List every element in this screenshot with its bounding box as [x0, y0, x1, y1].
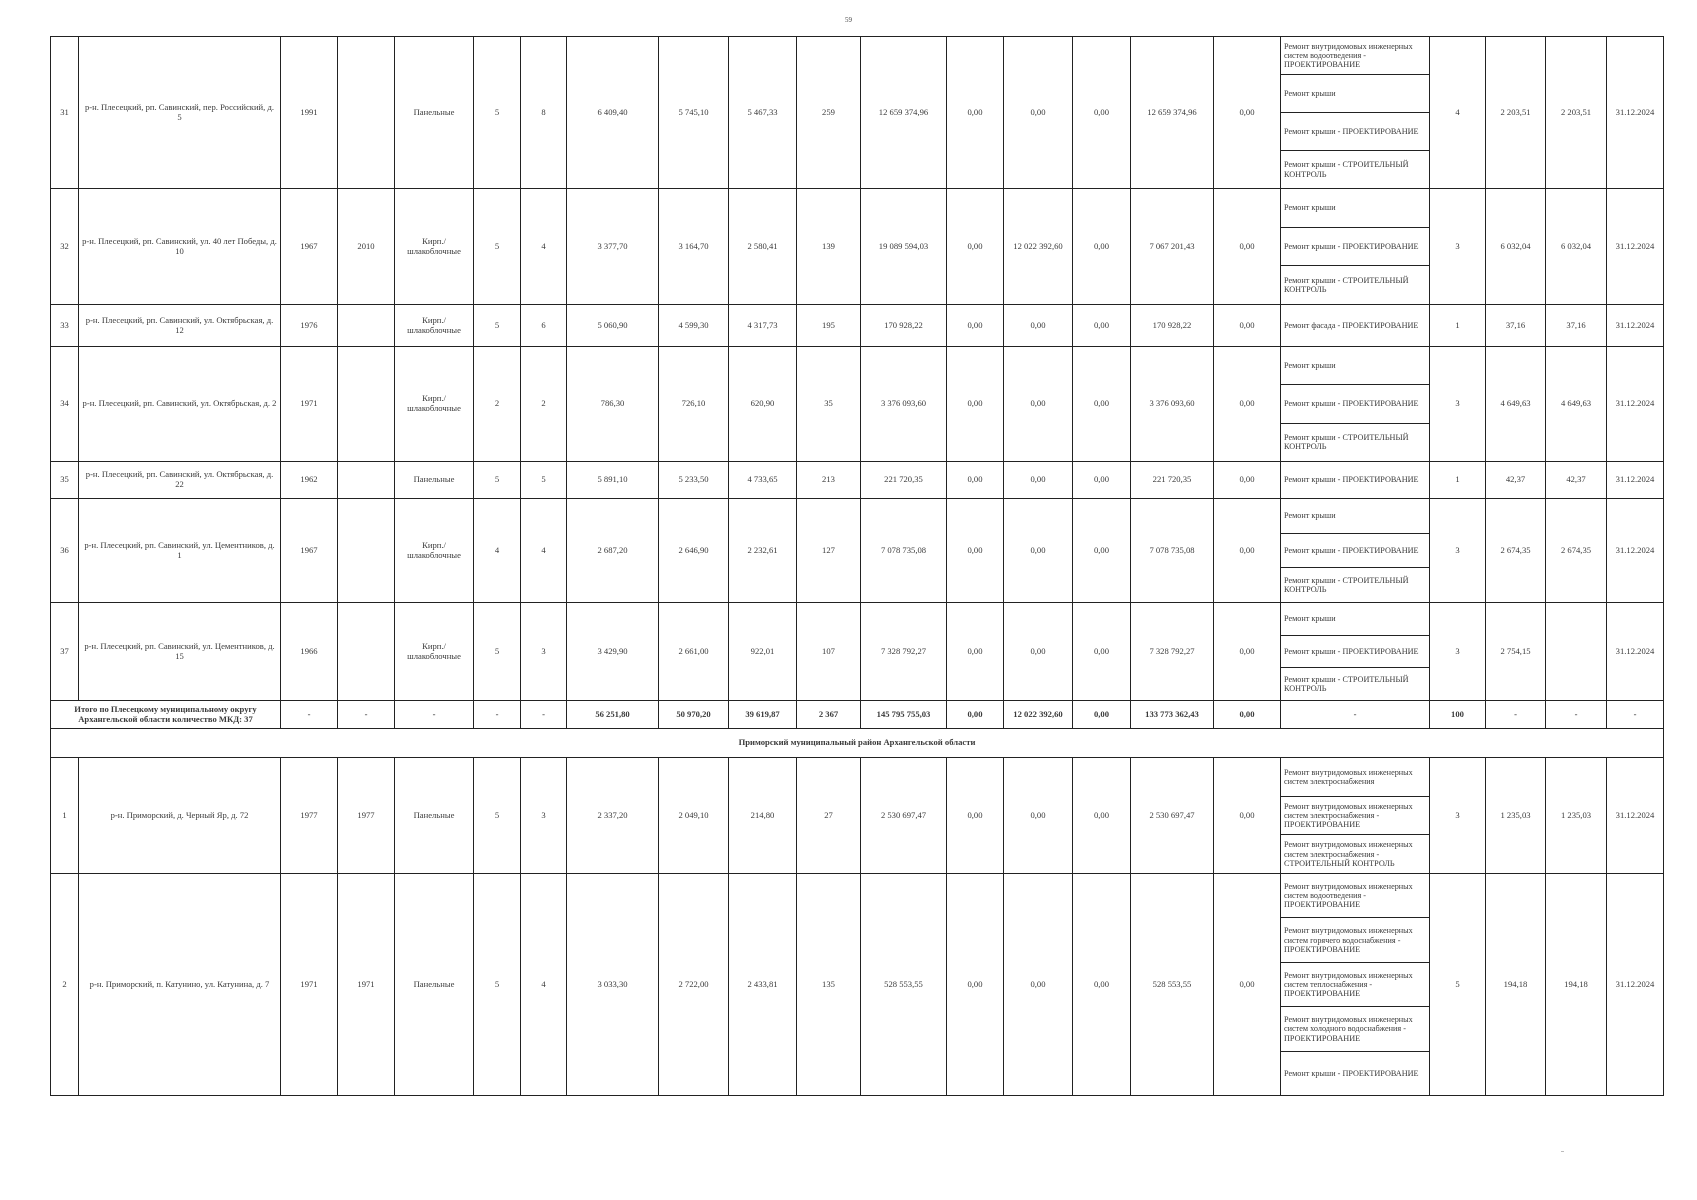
total-dash-cell: -: [474, 701, 521, 729]
year-renovated-cell: 1971: [338, 874, 395, 1096]
unit-cost-cell: 37,16: [1486, 305, 1546, 347]
work-item: Ремонт внутридомовых инженерных систем водоотведения - ПРОЕКТИРОВАНИЕ: [1284, 41, 1413, 70]
residents-cell: 195: [797, 305, 861, 347]
works-count-cell: 3: [1430, 347, 1486, 462]
funding-cell: 0,00: [1214, 37, 1281, 189]
total-cost-cell: 3 376 093,60: [861, 347, 947, 462]
total-value-cell: 145 795 755,03: [861, 701, 947, 729]
works-list: [1281, 603, 1429, 700]
page-number: 59: [845, 16, 852, 24]
total-value-cell: 50 970,20: [659, 701, 729, 729]
total-cost-cell: 170 928,22: [861, 305, 947, 347]
total-area-cell: 3 377,70: [567, 189, 659, 305]
limit-cost-cell: 4 649,63: [1546, 347, 1607, 462]
premises-area-cell: 2 722,00: [659, 874, 729, 1096]
address-cell: р-н. Плесецкий, рп. Савинский, ул. Октябрьская, д. 22: [79, 462, 281, 499]
year-built-cell: 1971: [281, 347, 338, 462]
floors-cell: 5: [474, 462, 521, 499]
residential-area-cell: 4 317,73: [729, 305, 797, 347]
completion-date-cell: 31.12.2024: [1607, 499, 1664, 603]
residential-area-cell: 4 733,65: [729, 462, 797, 499]
work-item: Ремонт крыши - ПРОЕКТИРОВАНИЕ: [1281, 384, 1429, 422]
completion-date-cell: 31.12.2024: [1607, 347, 1664, 462]
entrances-cell: 4: [521, 874, 567, 1096]
works-count-cell: 1: [1430, 462, 1486, 499]
work-item: Ремонт крыши - СТРОИТЕЛЬНЫЙ КОНТРОЛЬ: [1281, 567, 1429, 602]
funding-cell: 0,00: [1214, 189, 1281, 305]
address-cell: р-н. Плесецкий, рп. Савинский, ул. Цементников, д. 15: [79, 603, 281, 701]
floors-cell: 5: [474, 758, 521, 874]
funding-cell: 528 553,55: [1131, 874, 1214, 1096]
year-renovated-cell: [338, 347, 395, 462]
unit-cost-cell: 6 032,04: [1486, 189, 1546, 305]
funding-cell: 0,00: [1214, 347, 1281, 462]
total-area-cell: 786,30: [567, 347, 659, 462]
wall-material-cell: Кирп./шлакоблочные: [395, 603, 474, 701]
total-cost-cell: 7 078 735,08: [861, 499, 947, 603]
table-row: [51, 189, 1664, 305]
funding-cell: 0,00: [1073, 499, 1131, 603]
section-title: Приморский муниципальный район Архангельской области: [51, 729, 1664, 758]
floors-cell: 5: [474, 37, 521, 189]
funding-cell: 0,00: [1214, 758, 1281, 874]
funding-cell: 12 022 392,60: [1004, 189, 1073, 305]
work-item: Ремонт крыши - СТРОИТЕЛЬНЫЙ КОНТРОЛЬ: [1281, 150, 1429, 188]
work-item: Ремонт крыши - ПРОЕКТИРОВАНИЕ: [1284, 475, 1419, 485]
total-value-cell: 0,00: [1073, 701, 1131, 729]
work-item: Ремонт крыши - СТРОИТЕЛЬНЫЙ КОНТРОЛЬ: [1281, 423, 1429, 461]
wall-material-cell: Панельные: [395, 462, 474, 499]
work-item: Ремонт крыши: [1284, 361, 1336, 371]
funding-cell: 0,00: [1073, 603, 1131, 701]
wall-material-cell: Панельные: [395, 37, 474, 189]
residential-area-cell: 2 433,81: [729, 874, 797, 1096]
total-value-cell: 100: [1430, 701, 1486, 729]
floors-cell: 5: [474, 874, 521, 1096]
works-list: [1281, 874, 1429, 1095]
floors-cell: 4: [474, 499, 521, 603]
total-dash-cell: -: [281, 701, 338, 729]
table-row: [51, 499, 1664, 603]
works-count-cell: 5: [1430, 874, 1486, 1096]
funding-cell: 12 659 374,96: [1131, 37, 1214, 189]
funding-cell: 0,00: [1004, 462, 1073, 499]
works-list-cell: [1281, 462, 1430, 499]
funding-cell: 0,00: [947, 189, 1004, 305]
total-area-cell: 5 891,10: [567, 462, 659, 499]
funding-cell: 0,00: [947, 758, 1004, 874]
limit-cost-cell: 194,18: [1546, 874, 1607, 1096]
residential-area-cell: 5 467,33: [729, 37, 797, 189]
work-item: Ремонт крыши - ПРОЕКТИРОВАНИЕ: [1281, 112, 1429, 150]
residential-area-cell: 922,01: [729, 603, 797, 701]
work-item: Ремонт крыши - ПРОЕКТИРОВАНИЕ: [1281, 635, 1429, 668]
funding-cell: 0,00: [947, 499, 1004, 603]
year-renovated-cell: 1977: [338, 758, 395, 874]
residential-area-cell: 2 580,41: [729, 189, 797, 305]
total-area-cell: 5 060,90: [567, 305, 659, 347]
floors-cell: 5: [474, 603, 521, 701]
funding-cell: 0,00: [1073, 189, 1131, 305]
row-number: 37: [51, 603, 79, 701]
funding-cell: 0,00: [1004, 874, 1073, 1096]
work-item: Ремонт крыши: [1284, 511, 1336, 521]
limit-cost-cell: [1546, 603, 1607, 701]
total-label: Итого по Плесецкому муниципальному округу Архангельской области количество МКД: 37: [51, 701, 281, 729]
year-renovated-cell: [338, 499, 395, 603]
wall-material-cell: Панельные: [395, 758, 474, 874]
work-item: Ремонт крыши - СТРОИТЕЛЬНЫЙ КОНТРОЛЬ: [1281, 265, 1429, 304]
table-row: [51, 874, 1664, 1096]
work-item: Ремонт внутридомовых инженерных систем теплоснабжения - ПРОЕКТИРОВАНИЕ: [1281, 962, 1429, 1006]
works-list-cell: [1281, 499, 1430, 603]
table-row: [51, 758, 1664, 874]
funding-cell: 0,00: [1004, 305, 1073, 347]
funding-cell: 7 328 792,27: [1131, 603, 1214, 701]
works-list-cell: [1281, 874, 1430, 1096]
limit-cost-cell: 6 032,04: [1546, 189, 1607, 305]
year-built-cell: 1967: [281, 499, 338, 603]
wall-material-cell: Кирп./шлакоблочные: [395, 347, 474, 462]
funding-cell: 221 720,35: [1131, 462, 1214, 499]
work-item: Ремонт крыши - СТРОИТЕЛЬНЫЙ КОНТРОЛЬ: [1281, 667, 1429, 700]
works-count-cell: 3: [1430, 758, 1486, 874]
total-dash-cell: -: [395, 701, 474, 729]
limit-cost-cell: 42,37: [1546, 462, 1607, 499]
row-number: 32: [51, 189, 79, 305]
total-dash-cell: -: [338, 701, 395, 729]
row-number: 34: [51, 347, 79, 462]
year-built-cell: 1976: [281, 305, 338, 347]
total-cost-cell: 528 553,55: [861, 874, 947, 1096]
work-item: Ремонт внутридомовых инженерных систем электроснабжения - ПРОЕКТИРОВАНИЕ: [1281, 796, 1429, 835]
funding-cell: 0,00: [1214, 305, 1281, 347]
total-cost-cell: 2 530 697,47: [861, 758, 947, 874]
work-item: Ремонт крыши: [1284, 614, 1336, 624]
residents-cell: 107: [797, 603, 861, 701]
table-row: [51, 347, 1664, 462]
work-item: Ремонт крыши - ПРОЕКТИРОВАНИЕ: [1281, 1051, 1429, 1095]
funding-cell: 7 078 735,08: [1131, 499, 1214, 603]
works-list: [1281, 189, 1429, 304]
entrances-cell: 5: [521, 462, 567, 499]
wall-material-cell: Кирп./шлакоблочные: [395, 499, 474, 603]
completion-date-cell: 31.12.2024: [1607, 758, 1664, 874]
funding-cell: 0,00: [947, 462, 1004, 499]
row-number: 2: [51, 874, 79, 1096]
works-count-cell: 1: [1430, 305, 1486, 347]
total-value-cell: 56 251,80: [567, 701, 659, 729]
total-area-cell: 3 429,90: [567, 603, 659, 701]
works-list-cell: [1281, 305, 1430, 347]
residential-area-cell: 2 232,61: [729, 499, 797, 603]
year-built-cell: 1967: [281, 189, 338, 305]
limit-cost-cell: 2 203,51: [1546, 37, 1607, 189]
unit-cost-cell: 2 674,35: [1486, 499, 1546, 603]
unit-cost-cell: 194,18: [1486, 874, 1546, 1096]
year-renovated-cell: [338, 603, 395, 701]
funding-cell: 0,00: [1004, 347, 1073, 462]
funding-cell: 0,00: [1004, 603, 1073, 701]
premises-area-cell: 726,10: [659, 347, 729, 462]
total-cost-cell: 19 089 594,03: [861, 189, 947, 305]
funding-cell: 0,00: [947, 37, 1004, 189]
year-renovated-cell: [338, 305, 395, 347]
unit-cost-cell: 2 203,51: [1486, 37, 1546, 189]
premises-area-cell: 4 599,30: [659, 305, 729, 347]
funding-cell: 0,00: [1073, 462, 1131, 499]
funding-cell: 0,00: [1214, 874, 1281, 1096]
total-area-cell: 2 687,20: [567, 499, 659, 603]
work-item: Ремонт крыши - ПРОЕКТИРОВАНИЕ: [1281, 533, 1429, 568]
entrances-cell: 3: [521, 758, 567, 874]
premises-area-cell: 5 233,50: [659, 462, 729, 499]
scan-speck: [1561, 1151, 1564, 1152]
funding-cell: 0,00: [1073, 874, 1131, 1096]
funding-cell: 0,00: [1073, 305, 1131, 347]
wall-material-cell: Панельные: [395, 874, 474, 1096]
row-number: 35: [51, 462, 79, 499]
residents-cell: 213: [797, 462, 861, 499]
row-number: 33: [51, 305, 79, 347]
capital-repair-table: [50, 36, 1664, 1096]
total-value-cell: 0,00: [1214, 701, 1281, 729]
works-list-cell: [1281, 37, 1430, 189]
funding-cell: 2 530 697,47: [1131, 758, 1214, 874]
funding-cell: 0,00: [1073, 347, 1131, 462]
residents-cell: 27: [797, 758, 861, 874]
floors-cell: 2: [474, 347, 521, 462]
residents-cell: 139: [797, 189, 861, 305]
table-row: [51, 37, 1664, 189]
works-list-cell: [1281, 189, 1430, 305]
wall-material-cell: Кирп./шлакоблочные: [395, 189, 474, 305]
wall-material-cell: Кирп./шлакоблочные: [395, 305, 474, 347]
table-row: [51, 462, 1664, 499]
residential-area-cell: 214,80: [729, 758, 797, 874]
entrances-cell: 8: [521, 37, 567, 189]
section-heading-row: [51, 729, 1664, 758]
works-list-cell: [1281, 758, 1430, 874]
unit-cost-cell: 42,37: [1486, 462, 1546, 499]
funding-cell: 0,00: [1004, 499, 1073, 603]
funding-cell: 0,00: [947, 305, 1004, 347]
floors-cell: 5: [474, 305, 521, 347]
works-list: [1281, 758, 1429, 873]
year-renovated-cell: [338, 462, 395, 499]
table-row: [51, 603, 1664, 701]
completion-date-cell: 31.12.2024: [1607, 874, 1664, 1096]
residents-cell: 259: [797, 37, 861, 189]
work-item: Ремонт крыши - ПРОЕКТИРОВАНИЕ: [1281, 227, 1429, 266]
works-list: [1281, 37, 1429, 188]
unit-cost-cell: 2 754,15: [1486, 603, 1546, 701]
completion-date-cell: 31.12.2024: [1607, 37, 1664, 189]
funding-cell: 0,00: [1004, 37, 1073, 189]
work-item: Ремонт крыши: [1281, 74, 1429, 112]
completion-date-cell: 31.12.2024: [1607, 462, 1664, 499]
funding-cell: 0,00: [1073, 758, 1131, 874]
work-item: Ремонт крыши: [1284, 203, 1336, 213]
year-built-cell: 1977: [281, 758, 338, 874]
address-cell: р-н. Приморский, д. Черный Яр, д. 72: [79, 758, 281, 874]
entrances-cell: 4: [521, 499, 567, 603]
floors-cell: 5: [474, 189, 521, 305]
funding-cell: 0,00: [1004, 758, 1073, 874]
premises-area-cell: 2 049,10: [659, 758, 729, 874]
row-number: 1: [51, 758, 79, 874]
total-value-cell: 0,00: [947, 701, 1004, 729]
residents-cell: 135: [797, 874, 861, 1096]
address-cell: р-н. Плесецкий, рп. Савинский, ул. Октябрьская, д. 12: [79, 305, 281, 347]
premises-area-cell: 2 661,00: [659, 603, 729, 701]
total-dash-cell: -: [521, 701, 567, 729]
works-list-cell: [1281, 603, 1430, 701]
residents-cell: 127: [797, 499, 861, 603]
funding-cell: 0,00: [1214, 462, 1281, 499]
entrances-cell: 3: [521, 603, 567, 701]
completion-date-cell: 31.12.2024: [1607, 189, 1664, 305]
residents-cell: 35: [797, 347, 861, 462]
total-value-cell: -: [1281, 701, 1430, 729]
funding-cell: 0,00: [1214, 603, 1281, 701]
total-cost-cell: 12 659 374,96: [861, 37, 947, 189]
address-cell: р-н. Плесецкий, рп. Савинский, ул. 40 лет Победы, д. 10: [79, 189, 281, 305]
row-number: 31: [51, 37, 79, 189]
works-list: [1281, 305, 1429, 346]
works-list-cell: [1281, 347, 1430, 462]
funding-cell: 0,00: [947, 874, 1004, 1096]
work-item: Ремонт внутридомовых инженерных систем электроснабжения - СТРОИТЕЛЬНЫЙ КОНТРОЛЬ: [1281, 834, 1429, 873]
address-cell: р-н. Плесецкий, рп. Савинский, ул. Цементников, д. 1: [79, 499, 281, 603]
address-cell: р-н. Плесецкий, рп. Савинский, пер. Российский, д. 5: [79, 37, 281, 189]
work-item: Ремонт внутридомовых инженерных систем электроснабжения: [1284, 767, 1413, 786]
year-built-cell: 1991: [281, 37, 338, 189]
total-area-cell: 2 337,20: [567, 758, 659, 874]
limit-cost-cell: 37,16: [1546, 305, 1607, 347]
year-renovated-cell: [338, 37, 395, 189]
year-built-cell: 1962: [281, 462, 338, 499]
premises-area-cell: 5 745,10: [659, 37, 729, 189]
works-list: [1281, 347, 1429, 461]
total-row: [51, 701, 1664, 729]
limit-cost-cell: 2 674,35: [1546, 499, 1607, 603]
works-list: [1281, 462, 1429, 498]
limit-cost-cell: 1 235,03: [1546, 758, 1607, 874]
works-list: [1281, 499, 1429, 602]
total-value-cell: 2 367: [797, 701, 861, 729]
entrances-cell: 6: [521, 305, 567, 347]
funding-cell: 3 376 093,60: [1131, 347, 1214, 462]
total-value-cell: -: [1546, 701, 1607, 729]
total-area-cell: 6 409,40: [567, 37, 659, 189]
total-value-cell: -: [1607, 701, 1664, 729]
row-number: 36: [51, 499, 79, 603]
year-renovated-cell: 2010: [338, 189, 395, 305]
funding-cell: 0,00: [947, 347, 1004, 462]
year-built-cell: 1971: [281, 874, 338, 1096]
total-value-cell: 12 022 392,60: [1004, 701, 1073, 729]
works-count-cell: 3: [1430, 499, 1486, 603]
work-item: Ремонт фасада - ПРОЕКТИРОВАНИЕ: [1284, 320, 1419, 330]
funding-cell: 170 928,22: [1131, 305, 1214, 347]
total-cost-cell: 7 328 792,27: [861, 603, 947, 701]
total-value-cell: 133 773 362,43: [1131, 701, 1214, 729]
total-value-cell: 39 619,87: [729, 701, 797, 729]
total-value-cell: -: [1486, 701, 1546, 729]
work-item: Ремонт внутридомовых инженерных систем горячего водоснабжения - ПРОЕКТИРОВАНИЕ: [1281, 917, 1429, 961]
funding-cell: 0,00: [1214, 499, 1281, 603]
completion-date-cell: 31.12.2024: [1607, 305, 1664, 347]
entrances-cell: 4: [521, 189, 567, 305]
total-area-cell: 3 033,30: [567, 874, 659, 1096]
works-count-cell: 3: [1430, 189, 1486, 305]
funding-cell: 7 067 201,43: [1131, 189, 1214, 305]
address-cell: р-н. Приморский, п. Катунино, ул. Катунина, д. 7: [79, 874, 281, 1096]
address-cell: р-н. Плесецкий, рп. Савинский, ул. Октябрьская, д. 2: [79, 347, 281, 462]
work-item: Ремонт внутридомовых инженерных систем водоотведения - ПРОЕКТИРОВАНИЕ: [1284, 881, 1413, 910]
table-row: [51, 305, 1664, 347]
completion-date-cell: 31.12.2024: [1607, 603, 1664, 701]
unit-cost-cell: 4 649,63: [1486, 347, 1546, 462]
residential-area-cell: 620,90: [729, 347, 797, 462]
premises-area-cell: 2 646,90: [659, 499, 729, 603]
year-built-cell: 1966: [281, 603, 338, 701]
works-count-cell: 4: [1430, 37, 1486, 189]
funding-cell: 0,00: [1073, 37, 1131, 189]
work-item: Ремонт внутридомовых инженерных систем холодного водоснабжения - ПРОЕКТИРОВАНИЕ: [1281, 1006, 1429, 1050]
entrances-cell: 2: [521, 347, 567, 462]
works-count-cell: 3: [1430, 603, 1486, 701]
funding-cell: 0,00: [947, 603, 1004, 701]
premises-area-cell: 3 164,70: [659, 189, 729, 305]
unit-cost-cell: 1 235,03: [1486, 758, 1546, 874]
total-cost-cell: 221 720,35: [861, 462, 947, 499]
